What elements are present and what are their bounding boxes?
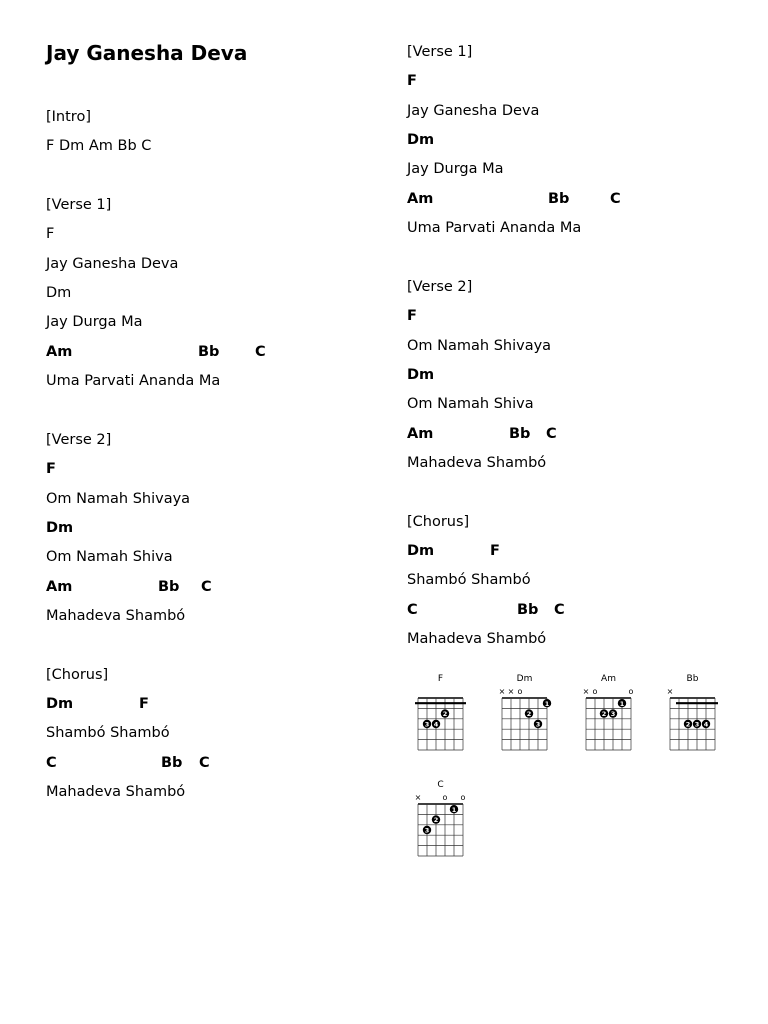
finger-number: 1 [451,805,457,814]
chord-line [407,366,727,384]
chord-diagram-name: Bb [686,674,699,684]
chord-name: Bb [548,190,570,207]
muted-string-marker: × [507,687,515,696]
finger-number: 4 [433,720,439,729]
open-string-marker: o [442,793,448,802]
chord-line [407,425,727,443]
chord-name: Am [46,343,73,360]
section-label: [Verse 2] [407,278,473,295]
chord-name: Dm [46,519,74,536]
open-string-marker: o [592,687,598,696]
chord-name: Dm [46,696,74,712]
chord-name: Dm [407,366,435,383]
lyric-line: Om Namah Shiva [46,549,173,566]
finger-number: 2 [526,710,532,719]
finger-number: 2 [685,720,691,729]
chord-name: Bb [158,578,180,595]
chord-name: Bb [509,425,531,442]
lyric-line: Jay Durga Ma [407,161,504,178]
chord-name: Am [407,190,434,207]
chord-name: C [554,601,565,618]
lyric-line: Uma Parvati Ananda Ma [46,373,221,390]
finger-number: 1 [619,699,625,708]
chord-name: Bb [517,601,539,618]
chord-line [46,343,366,361]
chord-diagram-name: Am [601,674,616,684]
lyric-line: Om Namah Shiva [407,396,534,413]
lyric-line: Shambó Shambó [46,725,170,742]
finger-number: 3 [424,720,430,729]
finger-number: 2 [442,710,448,719]
chord-name: Bb [161,754,183,771]
chord-name: C [46,754,57,771]
lyric-line: Om Namah Shivaya [407,337,552,354]
chord-line [46,519,366,537]
chord-diagram-name: Dm [516,674,533,684]
chord-name: C [546,425,557,442]
finger-number: 3 [424,826,430,835]
chord-line [407,542,727,560]
lyric-line: Mahadeva Shambó [46,607,186,624]
chord-name: F [46,461,56,478]
lyric-line: Dm [46,285,72,302]
finger-number: 3 [694,720,700,729]
chord-name: Am [407,425,434,442]
muted-string-marker: × [666,687,674,696]
finger-number: 2 [601,710,607,719]
chord-name: Dm [407,542,435,559]
muted-string-marker: × [414,793,422,802]
chord-diagram-name: F [437,674,444,684]
lyric-line: Shambó Shambó [407,572,531,589]
chord-line [407,72,727,90]
open-string-marker: o [460,793,466,802]
chord-diagram-name: C [437,780,444,790]
chord-name: C [610,190,621,207]
chord-name: F [407,73,417,90]
chord-name: C [407,601,418,618]
chord-name: Am [46,578,73,595]
chord-diagram-dm [495,672,555,756]
chord-diagram-bb [663,672,723,756]
section-label: [Verse 2] [46,431,112,448]
finger-number: 1 [544,699,550,708]
chord-diagram-f [411,672,471,756]
lyric-line: F [46,226,55,243]
chord-line [46,578,366,596]
section-label: [Verse 1] [46,197,112,214]
chord-line [407,190,727,208]
chord-name: Bb [198,343,220,360]
chord-name: C [199,754,210,771]
open-string-marker: o [517,687,523,696]
finger-number: 3 [610,710,616,719]
chord-line [407,601,727,619]
finger-number: 3 [535,720,541,729]
muted-string-marker: × [582,687,590,696]
lyric-line: F Dm Am Bb C [46,138,152,155]
chord-line [407,131,727,149]
chord-name: Dm [407,132,435,149]
lyric-line: Jay Ganesha Deva [407,102,540,119]
chord-diagram-c [411,778,471,862]
lyric-line: Uma Parvati Ananda Ma [407,220,582,237]
lyric-line: Jay Ganesha Deva [46,255,179,272]
chord-diagram-am [579,672,639,756]
song-title: Jay Ganesha Deva [46,41,248,65]
section-label: [Intro] [46,109,91,125]
finger-number: 2 [433,816,439,825]
section-label: [Verse 1] [407,44,473,60]
chord-name: C [255,343,266,360]
chord-name: F [490,542,500,559]
lyric-line: Mahadeva Shambó [407,454,547,471]
lyric-line: Om Namah Shivaya [46,490,191,507]
lyric-line: Mahadeva Shambó [46,784,186,801]
chord-name: F [407,308,417,325]
chord-line [46,754,366,772]
section-label: [Chorus] [46,666,109,683]
chord-line [46,460,366,478]
section-label: [Chorus] [407,513,470,530]
lyric-line: Jay Durga Ma [46,314,143,331]
finger-number: 4 [703,720,709,729]
muted-string-marker: × [498,687,506,696]
chord-line [407,307,727,325]
lyric-line: Mahadeva Shambó [407,631,547,647]
chord-name: C [201,578,212,595]
open-string-marker: o [628,687,634,696]
chord-line [46,695,366,713]
chord-name: F [139,696,149,712]
